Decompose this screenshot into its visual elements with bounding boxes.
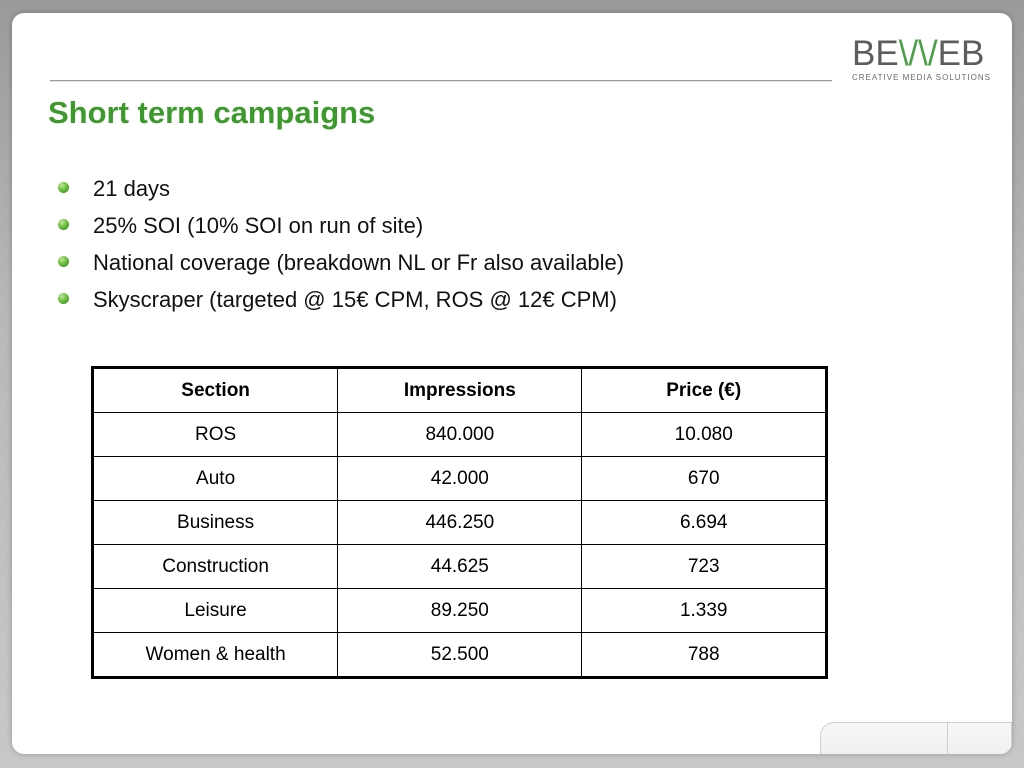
table-row: [93, 501, 827, 545]
table-row: [93, 589, 827, 633]
header-divider: [50, 80, 832, 82]
cell-price: 1.339: [582, 589, 827, 633]
bullet-icon: [58, 256, 69, 267]
cell-section: Leisure: [93, 589, 338, 633]
logo-text-eb: EB: [937, 34, 985, 73]
slide: [12, 13, 1012, 754]
bullet-list: [56, 170, 624, 318]
pricing-table: [91, 366, 828, 679]
bullet-text: 25% SOI (10% SOI on run of site): [93, 213, 424, 238]
cell-price: 723: [582, 545, 827, 589]
logo-text-w: \/\/: [898, 34, 938, 73]
cell-impressions: 446.250: [338, 501, 582, 545]
cell-price: 6.694: [582, 501, 827, 545]
cell-section: ROS: [93, 413, 338, 457]
cell-section: Business: [93, 501, 338, 545]
table-header-row: [93, 368, 827, 413]
table-row: [93, 457, 827, 501]
footer-divider: [947, 723, 948, 754]
cell-section: Auto: [93, 457, 338, 501]
header-price: Price (€): [582, 368, 827, 413]
footer-page-box: [820, 722, 1012, 754]
cell-price: 670: [582, 457, 827, 501]
cell-impressions: 52.500: [338, 633, 582, 678]
table-row: [93, 633, 827, 678]
header-impressions: Impressions: [338, 368, 582, 413]
cell-section: Construction: [93, 545, 338, 589]
bullet-text: 21 days: [93, 176, 171, 201]
bullet-item: [56, 244, 624, 281]
bullet-item: [56, 281, 624, 318]
bullet-icon: [58, 219, 69, 230]
bullet-item: [56, 170, 624, 207]
bullet-icon: [58, 182, 69, 193]
bullet-text: Skyscraper (targeted @ 15€ CPM, ROS @ 12€ CPM): [93, 287, 617, 312]
table-row: [93, 545, 827, 589]
cell-price: 788: [582, 633, 827, 678]
beweb-logo: [848, 34, 991, 95]
logo-wordmark: [852, 36, 984, 72]
cell-section: Women & health: [93, 633, 338, 678]
bullet-item: [56, 207, 624, 244]
header-section: Section: [93, 368, 338, 413]
logo-text-be: BE: [852, 34, 899, 73]
bullet-icon: [58, 293, 69, 304]
cell-price: 10.080: [582, 413, 827, 457]
cell-impressions: 840.000: [338, 413, 582, 457]
logo-tagline: CREATIVE MEDIA SOLUTIONS: [852, 73, 991, 82]
bullet-text: National coverage (breakdown NL or Fr also available): [93, 250, 625, 275]
page-title: Short term campaigns: [48, 95, 376, 130]
cell-impressions: 44.625: [338, 545, 582, 589]
cell-impressions: 89.250: [338, 589, 582, 633]
table-row: [93, 413, 827, 457]
cell-impressions: 42.000: [338, 457, 582, 501]
